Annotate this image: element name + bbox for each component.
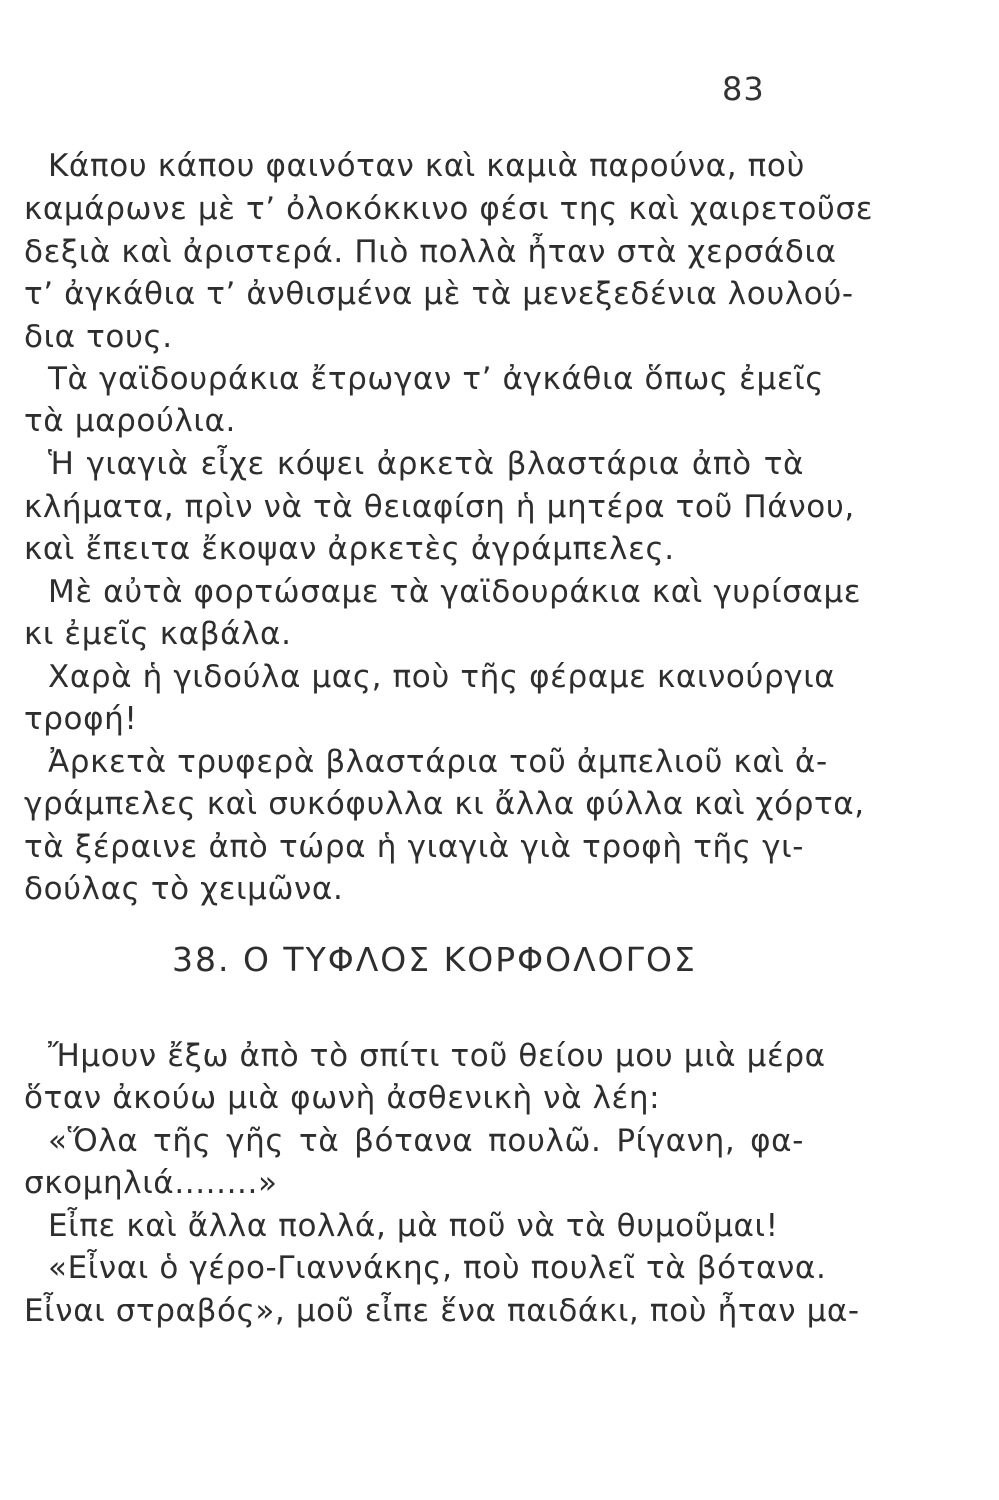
text-line: Εἶπε καὶ ἄλλα πολλά, μὰ ποῦ νὰ τὰ θυμοῦμαι! bbox=[48, 1208, 779, 1244]
text-line: Χαρὰ ἡ γιδούλα μας, ποὺ τῆς φέραμε καινούργια bbox=[48, 659, 836, 695]
text-line: ὅταν ἀκούω μιὰ φωνὴ ἀσθενικὴ νὰ λέη: bbox=[24, 1080, 661, 1116]
text-line: τροφή! bbox=[24, 701, 138, 737]
text-line: καὶ ἔπειτα ἔκοψαν ἀρκετὲς ἀγράμπελες. bbox=[24, 531, 675, 567]
text-line: Κάπου κάπου φαινόταν καὶ καμιὰ παρούνα, ποὺ bbox=[48, 148, 805, 184]
text-line: Ἡ γιαγιὰ εἶχε κόψει ἀρκετὰ βλαστάρια ἀπὸ τὰ bbox=[48, 446, 804, 482]
text-line: δεξιὰ καὶ ἀριστερά. Πιὸ πολλὰ ἦταν στὰ χερσάδια bbox=[24, 234, 837, 270]
text-line: τὰ μαρούλια. bbox=[24, 403, 237, 439]
text-line: «Ὅλα τῆς γῆς τὰ βότανα πουλῶ. Ρίγανη, φα- bbox=[48, 1123, 804, 1159]
text-line: Ἤμουν ἔξω ἀπὸ τὸ σπίτι τοῦ θείου μου μιὰ μέρα bbox=[48, 1038, 826, 1074]
text-line: καμάρωνε μὲ τ’ ὀλοκόκκινο φέσι της καὶ χαιρετοῦσε bbox=[24, 191, 874, 227]
text-line: σκομηλιά........» bbox=[24, 1165, 278, 1201]
section-heading: 38. Ο ΤΥΦΛΟΣ ΚΟΡΦΟΛΟΓΟΣ bbox=[172, 940, 697, 979]
page-number: 83 bbox=[722, 70, 765, 108]
text-line: γράμπελες καὶ συκόφυλλα κι ἄλλα φύλλα καὶ χόρτα, bbox=[24, 786, 865, 822]
text-line: κι ἐμεῖς καβάλα. bbox=[24, 616, 292, 652]
text-line: Ἀρκετὰ τρυφερὰ βλαστάρια τοῦ ἀμπελιοῦ καὶ ἀ- bbox=[48, 744, 828, 780]
text-line: κλήματα, πρὶν νὰ τὰ θειαφίση ἡ μητέρα τοῦ Πάνου, bbox=[24, 489, 855, 525]
text-line: Εἶναι στραβός», μοῦ εἶπε ἕνα παιδάκι, ποὺ ἦταν μα- bbox=[24, 1293, 860, 1329]
text-line: τὰ ξέραινε ἀπὸ τώρα ἡ γιαγιὰ γιὰ τροφὴ τῆς γι- bbox=[24, 829, 804, 865]
text-line: δια τους. bbox=[24, 319, 173, 355]
text-line: «Εἶναι ὁ γέρο-Γιαννάκης, ποὺ πουλεῖ τὰ βότανα. bbox=[48, 1250, 827, 1286]
text-line: Μὲ αὐτὰ φορτώσαμε τὰ γαϊδουράκια καὶ γυρίσαμε bbox=[48, 574, 862, 610]
text-line: Τὰ γαϊδουράκια ἔτρωγαν τ’ ἀγκάθια ὅπως ἐμεῖς bbox=[48, 361, 825, 397]
text-line: δούλας τὸ χειμῶνα. bbox=[24, 871, 344, 907]
text-line: τ’ ἀγκάθια τ’ ἀνθισμένα μὲ τὰ μενεξεδένια λουλού- bbox=[24, 276, 854, 312]
